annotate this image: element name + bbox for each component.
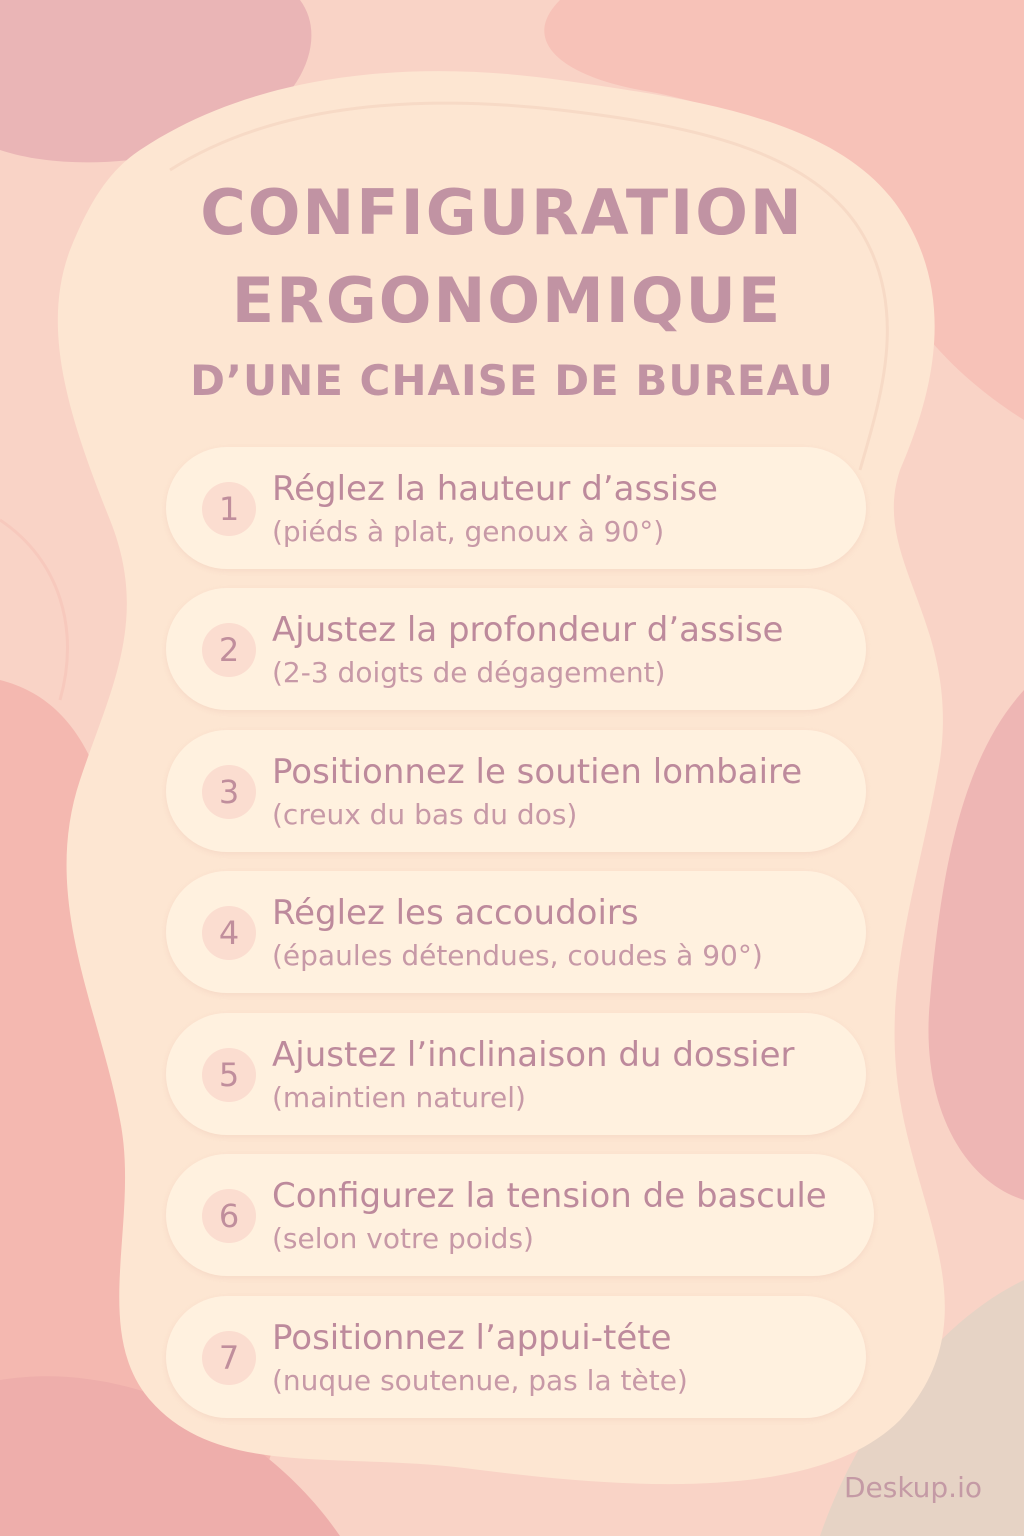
step-detail: (2-3 doigts de dégagement) xyxy=(272,656,666,689)
step-detail: (selon votre poids) xyxy=(272,1222,534,1255)
step-card-7 xyxy=(166,1296,866,1418)
title-line-1: CONFIGURATION xyxy=(200,176,804,249)
step-title: Configurez la tension de bascule xyxy=(272,1176,827,1216)
step-title: Réglez les accoudoirs xyxy=(272,893,639,933)
step-title: Ajustez l’inclinaison du dossier xyxy=(272,1035,795,1075)
step-detail: (nuque soutenue, pas la tète) xyxy=(272,1364,688,1397)
page-title xyxy=(0,176,1024,405)
step-card-1 xyxy=(166,447,866,569)
step-number-badge: 6 xyxy=(202,1189,256,1243)
title-line-2: ERGONOMIQUE xyxy=(231,264,783,337)
step-card-6 xyxy=(166,1154,874,1276)
step-number-badge: 1 xyxy=(202,482,256,536)
step-card-2 xyxy=(166,588,866,710)
step-detail: (piéds à plat, genoux à 90°) xyxy=(272,515,665,548)
step-title: Positionnez l’appui-téte xyxy=(272,1318,672,1358)
step-number-badge: 5 xyxy=(202,1048,256,1102)
brand-footer: Deskup.io xyxy=(843,1471,982,1504)
step-number-badge: 7 xyxy=(202,1331,256,1385)
step-number-badge: 4 xyxy=(202,906,256,960)
step-title: Positionnez le soutien lombaire xyxy=(272,752,803,792)
step-number-badge: 2 xyxy=(202,623,256,677)
step-card-5 xyxy=(166,1013,866,1135)
step-detail: (maintien naturel) xyxy=(272,1081,526,1114)
step-number-badge: 3 xyxy=(202,765,256,819)
title-line-3: D’UNE CHAISE DE BUREAU xyxy=(190,356,834,405)
step-detail: (épaules détendues, coudes à 90°) xyxy=(272,939,763,972)
step-card-3 xyxy=(166,730,866,852)
step-card-4 xyxy=(166,871,866,993)
step-detail: (creux du bas du dos) xyxy=(272,798,578,831)
step-title: Réglez la hauteur d’assise xyxy=(272,469,718,509)
step-title: Ajustez la profondeur d’assise xyxy=(272,610,784,650)
